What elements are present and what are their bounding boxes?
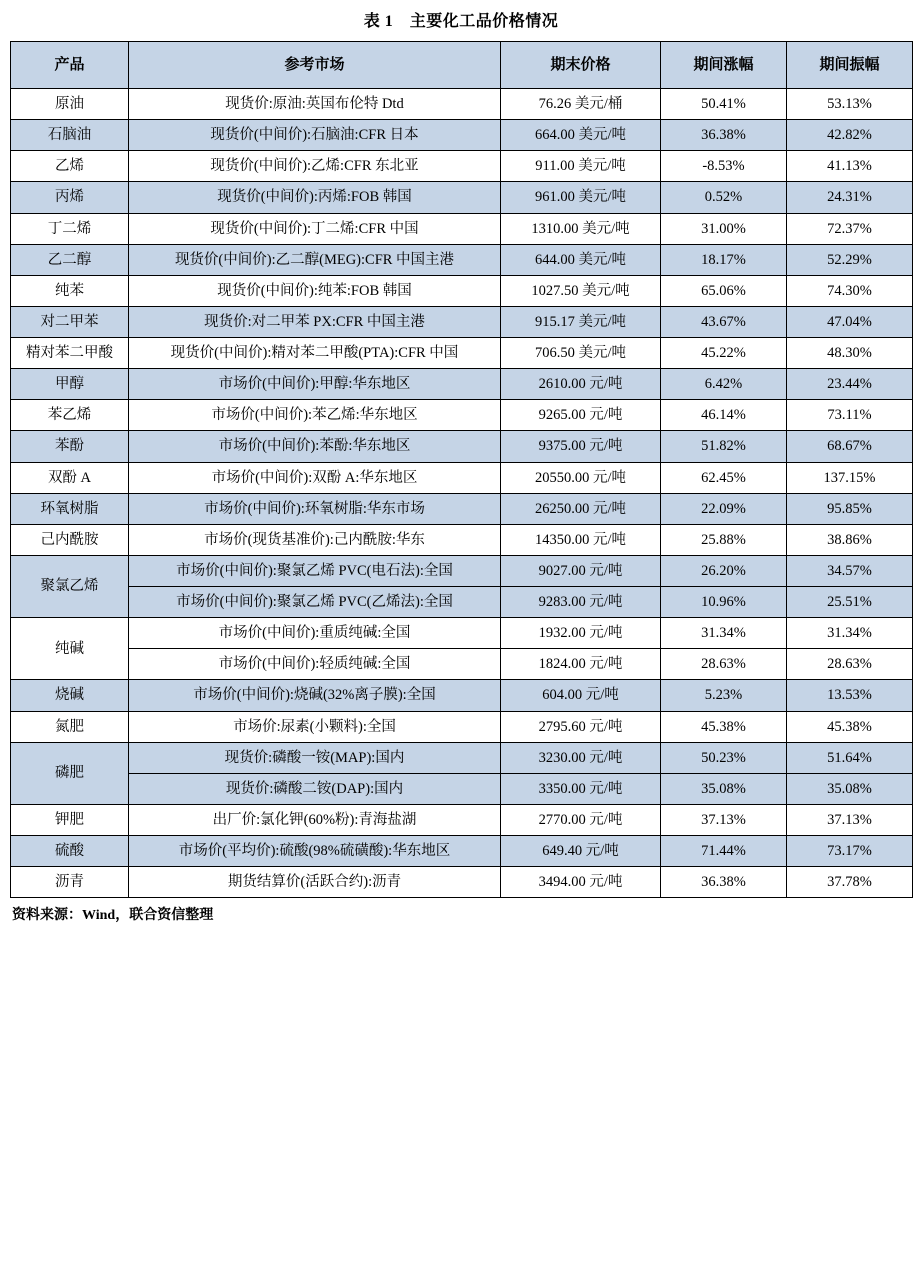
cell-market: 现货价(中间价):纯苯:FOB 韩国: [129, 275, 501, 306]
table-row: [11, 742, 913, 773]
table-row: [11, 773, 913, 804]
table-row: [11, 649, 913, 680]
cell-price: 3494.00 元/吨: [501, 867, 661, 898]
cell-product: 丁二烯: [11, 213, 129, 244]
table-title: 表 1 主要化工品价格情况: [363, 13, 559, 30]
cell-product: 甲醇: [11, 369, 129, 400]
cell-market: 现货价:磷酸二铵(DAP):国内: [129, 773, 501, 804]
table-row: [11, 680, 913, 711]
cell-change: 35.08%: [661, 773, 787, 804]
cell-amplitude: 42.82%: [787, 120, 913, 151]
column-header-price: 期末价格: [501, 42, 661, 89]
cell-change: 36.38%: [661, 867, 787, 898]
cell-market: 市场价(中间价):环氧树脂:华东市场: [129, 493, 501, 524]
cell-price: 915.17 美元/吨: [501, 306, 661, 337]
table-row: [11, 618, 913, 649]
cell-price: 2610.00 元/吨: [501, 369, 661, 400]
cell-product: 双酚 A: [11, 462, 129, 493]
cell-market: 市场价(中间价):聚氯乙烯 PVC(乙烯法):全国: [129, 587, 501, 618]
cell-amplitude: 51.64%: [787, 742, 913, 773]
cell-market: 市场价(中间价):苯乙烯:华东地区: [129, 400, 501, 431]
cell-change: 28.63%: [661, 649, 787, 680]
column-header-change: 期间涨幅: [661, 42, 787, 89]
cell-change: 51.82%: [661, 431, 787, 462]
cell-price: 9375.00 元/吨: [501, 431, 661, 462]
cell-change: 0.52%: [661, 182, 787, 213]
table-row: [11, 182, 913, 213]
cell-amplitude: 34.57%: [787, 555, 913, 586]
cell-amplitude: 73.11%: [787, 400, 913, 431]
cell-amplitude: 37.13%: [787, 804, 913, 835]
table-row: [11, 244, 913, 275]
cell-product: 苯酚: [11, 431, 129, 462]
column-header-market: 参考市场: [129, 42, 501, 89]
table-row: [11, 462, 913, 493]
cell-change: 18.17%: [661, 244, 787, 275]
cell-amplitude: 137.15%: [787, 462, 913, 493]
cell-change: 25.88%: [661, 524, 787, 555]
cell-price: 911.00 美元/吨: [501, 151, 661, 182]
table-row: [11, 711, 913, 742]
source-note: 资料来源：Wind，联合资信整理: [12, 908, 214, 924]
cell-amplitude: 41.13%: [787, 151, 913, 182]
cell-change: 43.67%: [661, 306, 787, 337]
cell-market: 现货价:原油:英国布伦特 Dtd: [129, 89, 501, 120]
cell-product: 烧碱: [11, 680, 129, 711]
cell-price: 14350.00 元/吨: [501, 524, 661, 555]
cell-price: 2770.00 元/吨: [501, 804, 661, 835]
cell-market: 市场价(中间价):苯酚:华东地区: [129, 431, 501, 462]
cell-product: 钾肥: [11, 804, 129, 835]
cell-market: 现货价:对二甲苯 PX:CFR 中国主港: [129, 306, 501, 337]
cell-product: 苯乙烯: [11, 400, 129, 431]
cell-amplitude: 23.44%: [787, 369, 913, 400]
table-row: [11, 400, 913, 431]
cell-change: 62.45%: [661, 462, 787, 493]
cell-change: 36.38%: [661, 120, 787, 151]
table-row: [11, 431, 913, 462]
cell-product: 氮肥: [11, 711, 129, 742]
cell-product: 己内酰胺: [11, 524, 129, 555]
table-row: [11, 213, 913, 244]
cell-amplitude: 45.38%: [787, 711, 913, 742]
cell-amplitude: 25.51%: [787, 587, 913, 618]
cell-amplitude: 74.30%: [787, 275, 913, 306]
table-body: [11, 89, 913, 898]
cell-change: 45.38%: [661, 711, 787, 742]
cell-amplitude: 28.63%: [787, 649, 913, 680]
cell-product: 对二甲苯: [11, 306, 129, 337]
cell-market: 现货价(中间价):石脑油:CFR 日本: [129, 120, 501, 151]
cell-price: 649.40 元/吨: [501, 836, 661, 867]
table-row: [11, 89, 913, 120]
cell-amplitude: 13.53%: [787, 680, 913, 711]
table-row: [11, 369, 913, 400]
cell-market: 现货价(中间价):乙二醇(MEG):CFR 中国主港: [129, 244, 501, 275]
cell-price: 26250.00 元/吨: [501, 493, 661, 524]
cell-product: 原油: [11, 89, 129, 120]
table-header-row: [11, 42, 913, 89]
cell-change: 37.13%: [661, 804, 787, 835]
cell-change: 5.23%: [661, 680, 787, 711]
cell-product: 纯苯: [11, 275, 129, 306]
cell-price: 961.00 美元/吨: [501, 182, 661, 213]
cell-product: 沥青: [11, 867, 129, 898]
cell-market: 期货结算价(活跃合约):沥青: [129, 867, 501, 898]
cell-product: 硫酸: [11, 836, 129, 867]
cell-price: 706.50 美元/吨: [501, 338, 661, 369]
table-row: [11, 836, 913, 867]
cell-change: 45.22%: [661, 338, 787, 369]
cell-market: 市场价:尿素(小颗料):全国: [129, 711, 501, 742]
column-header-amplitude: 期间振幅: [787, 42, 913, 89]
cell-product: 环氧树脂: [11, 493, 129, 524]
cell-market: 市场价(中间价):聚氯乙烯 PVC(电石法):全国: [129, 555, 501, 586]
cell-product: 丙烯: [11, 182, 129, 213]
cell-amplitude: 35.08%: [787, 773, 913, 804]
cell-price: 9283.00 元/吨: [501, 587, 661, 618]
cell-market: 现货价(中间价):精对苯二甲酸(PTA):CFR 中国: [129, 338, 501, 369]
cell-market: 市场价(中间价):甲醇:华东地区: [129, 369, 501, 400]
cell-amplitude: 73.17%: [787, 836, 913, 867]
table-row: [11, 151, 913, 182]
cell-price: 9027.00 元/吨: [501, 555, 661, 586]
table-row: [11, 555, 913, 586]
cell-amplitude: 53.13%: [787, 89, 913, 120]
cell-product: 乙烯: [11, 151, 129, 182]
cell-amplitude: 68.67%: [787, 431, 913, 462]
cell-price: 644.00 美元/吨: [501, 244, 661, 275]
cell-market: 现货价(中间价):乙烯:CFR 东北亚: [129, 151, 501, 182]
cell-change: 65.06%: [661, 275, 787, 306]
table-row: [11, 867, 913, 898]
cell-market: 市场价(现货基准价):己内酰胺:华东: [129, 524, 501, 555]
cell-market: 现货价(中间价):丁二烯:CFR 中国: [129, 213, 501, 244]
cell-market: 市场价(平均价):硫酸(98%硫磺酸):华东地区: [129, 836, 501, 867]
cell-amplitude: 52.29%: [787, 244, 913, 275]
cell-change: 71.44%: [661, 836, 787, 867]
cell-product: 石脑油: [11, 120, 129, 151]
chemical-price-table: [10, 41, 913, 898]
cell-market: 现货价:磷酸一铵(MAP):国内: [129, 742, 501, 773]
cell-change: -8.53%: [661, 151, 787, 182]
cell-price: 604.00 元/吨: [501, 680, 661, 711]
cell-change: 26.20%: [661, 555, 787, 586]
table-row: [11, 587, 913, 618]
cell-market: 出厂价:氯化钾(60%粉):青海盐湖: [129, 804, 501, 835]
cell-change: 50.41%: [661, 89, 787, 120]
cell-amplitude: 72.37%: [787, 213, 913, 244]
cell-change: 31.34%: [661, 618, 787, 649]
cell-price: 664.00 美元/吨: [501, 120, 661, 151]
cell-price: 1824.00 元/吨: [501, 649, 661, 680]
cell-product: 乙二醇: [11, 244, 129, 275]
cell-change: 31.00%: [661, 213, 787, 244]
table-row: [11, 804, 913, 835]
cell-product: 磷肥: [11, 742, 129, 804]
cell-amplitude: 47.04%: [787, 306, 913, 337]
table-row: [11, 120, 913, 151]
cell-change: 22.09%: [661, 493, 787, 524]
cell-amplitude: 38.86%: [787, 524, 913, 555]
table-row: [11, 306, 913, 337]
cell-price: 76.26 美元/桶: [501, 89, 661, 120]
cell-product: 聚氯乙烯: [11, 555, 129, 617]
cell-market: 市场价(中间价):烧碱(32%离子膜):全国: [129, 680, 501, 711]
table-row: [11, 493, 913, 524]
cell-amplitude: 95.85%: [787, 493, 913, 524]
cell-product: 精对苯二甲酸: [11, 338, 129, 369]
cell-change: 6.42%: [661, 369, 787, 400]
cell-price: 9265.00 元/吨: [501, 400, 661, 431]
cell-change: 50.23%: [661, 742, 787, 773]
cell-product: 纯碱: [11, 618, 129, 680]
cell-market: 市场价(中间价):重质纯碱:全国: [129, 618, 501, 649]
cell-price: 20550.00 元/吨: [501, 462, 661, 493]
column-header-product: 产品: [11, 42, 129, 89]
cell-amplitude: 37.78%: [787, 867, 913, 898]
cell-price: 1310.00 美元/吨: [501, 213, 661, 244]
cell-price: 3350.00 元/吨: [501, 773, 661, 804]
cell-market: 市场价(中间价):轻质纯碱:全国: [129, 649, 501, 680]
cell-change: 10.96%: [661, 587, 787, 618]
cell-price: 2795.60 元/吨: [501, 711, 661, 742]
cell-price: 1932.00 元/吨: [501, 618, 661, 649]
cell-amplitude: 48.30%: [787, 338, 913, 369]
cell-amplitude: 24.31%: [787, 182, 913, 213]
table-row: [11, 524, 913, 555]
table-row: [11, 275, 913, 306]
table-header: [11, 42, 913, 89]
cell-amplitude: 31.34%: [787, 618, 913, 649]
cell-change: 46.14%: [661, 400, 787, 431]
cell-market: 现货价(中间价):丙烯:FOB 韩国: [129, 182, 501, 213]
cell-market: 市场价(中间价):双酚 A:华东地区: [129, 462, 501, 493]
table-row: [11, 338, 913, 369]
cell-price: 3230.00 元/吨: [501, 742, 661, 773]
cell-price: 1027.50 美元/吨: [501, 275, 661, 306]
